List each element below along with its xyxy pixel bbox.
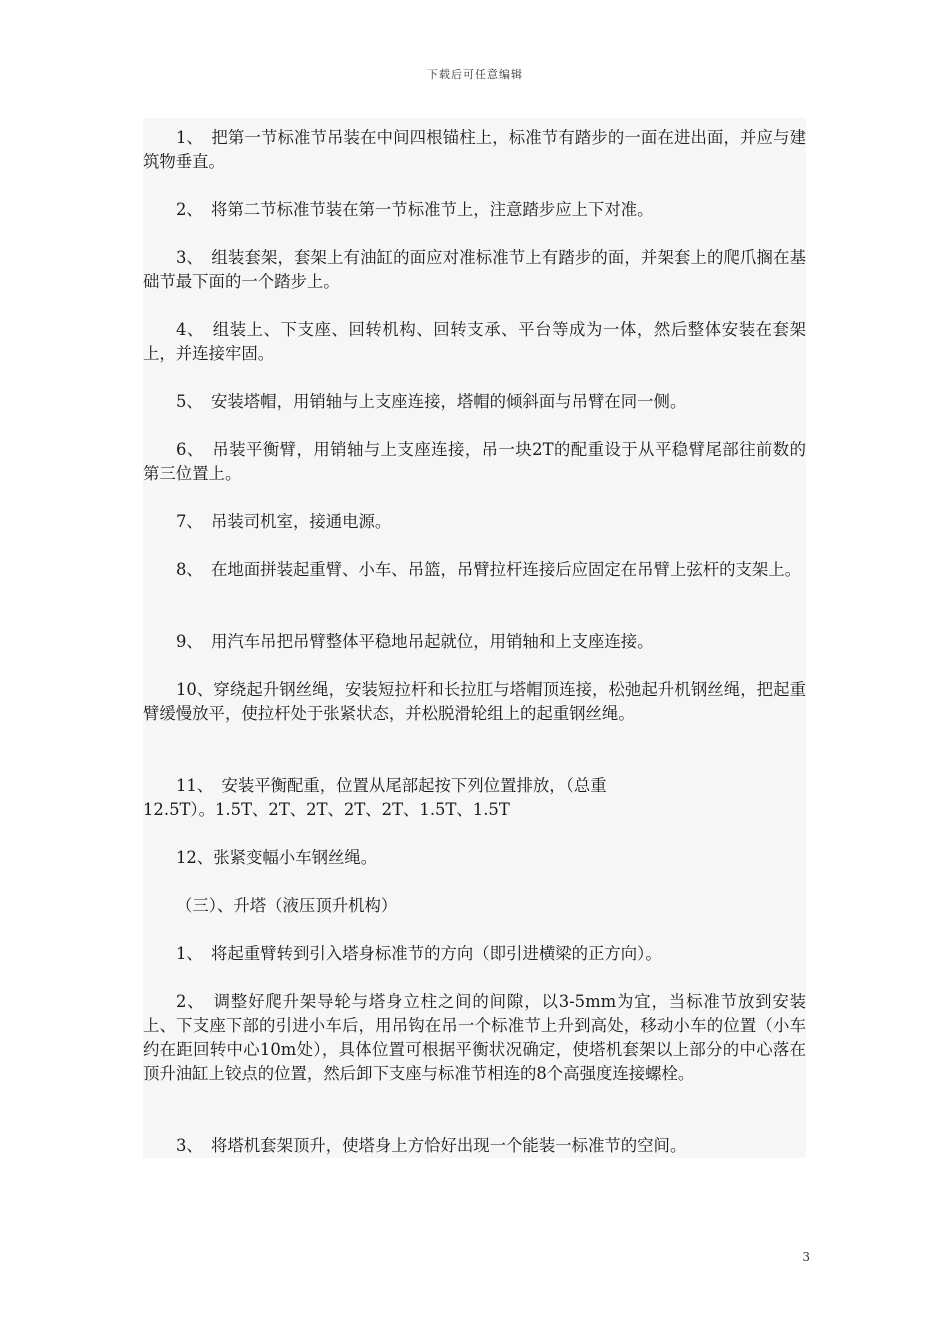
paragraph-step-8: 8、 在地面拼装起重臂、小车、吊篮，吊臂拉杆连接后应固定在吊臂上弦杆的支架上。 — [176, 560, 802, 579]
page-header: 下载后可任意编辑 — [427, 68, 523, 81]
paragraph-step-5: 5、 安装塔帽，用销轴与上支座连接，塔帽的倾斜面与吊臂在同一侧。 — [176, 392, 687, 411]
paragraph-step-4: 4、 组装上、下支座、回转机构、回转支承、平台等成为一体，然后整体安装在套架上，并连接牢固。 — [143, 320, 806, 363]
document-body — [143, 118, 806, 1158]
paragraph-step-7: 7、 吊装司机室，接通电源。 — [176, 512, 392, 531]
page-number: 3 — [802, 1250, 810, 1264]
paragraph-step-3: 3、 组装套架，套架上有油缸的面应对准标准节上有踏步的面，并架套上的爬爪搁在基础节最下面的一个踏步上。 — [143, 248, 806, 291]
section-heading-climbing: （三）、升塔（液压顶升机构） — [176, 896, 398, 915]
paragraph-step-12: 12、张紧变幅小车钢丝绳。 — [176, 848, 378, 867]
paragraph-step-1: 1、 把第一节标准节吊装在中间四根锚柱上，标准节有踏步的一面在进出面，并应与建筑物垂直。 — [143, 128, 806, 171]
paragraph-step-11: 11、 安装平衡配重，位置从尾部起按下列位置排放，（总重 — [176, 776, 607, 795]
paragraph-climb-step-3: 3、 将塔机套架顶升，使塔身上方恰好出现一个能装一标准节的空间。 — [176, 1136, 687, 1155]
paragraph-step-9: 9、 用汽车吊把吊臂整体平稳地吊起就位，用销轴和上支座连接。 — [176, 632, 654, 651]
paragraph-step-11-weights: 12.5T）。1.5T、2T、2T、2T、2T、1.5T、1.5T — [143, 800, 510, 819]
paragraph-climb-step-2: 2、 调整好爬升架导轮与塔身立柱之间的间隙，以3-5mm为宜，当标准节放到安装上、下支座下部的引进小车后，用吊钩在吊一个标准节上升到高处，移动小车的位置（小车约在距回转中心10m处），具体位置可根据平衡状况确定，使塔机套架以上部分的中心落在顶升油缸上铰点的位置，然后卸下支座与标准节相连的8个高强度连接螺栓。 — [143, 992, 806, 1083]
paragraph-climb-step-1: 1、 将起重臂转到引入塔身标准节的方向（即引进横梁的正方向）。 — [176, 944, 662, 963]
paragraph-step-6: 6、 吊装平衡臂，用销轴与上支座连接，吊一块2T的配重设于从平稳臂尾部往前数的第三位置上。 — [143, 440, 806, 483]
paragraph-step-10: 10、穿绕起升钢丝绳，安装短拉杆和长拉肛与塔帽顶连接，松弛起升机钢丝绳，把起重臂缓慢放平，使拉杆处于张紧状态，并松脱滑轮组上的起重钢丝绳。 — [143, 680, 806, 723]
paragraph-step-2: 2、 将第二节标准节装在第一节标准节上，注意踏步应上下对准。 — [176, 200, 654, 219]
